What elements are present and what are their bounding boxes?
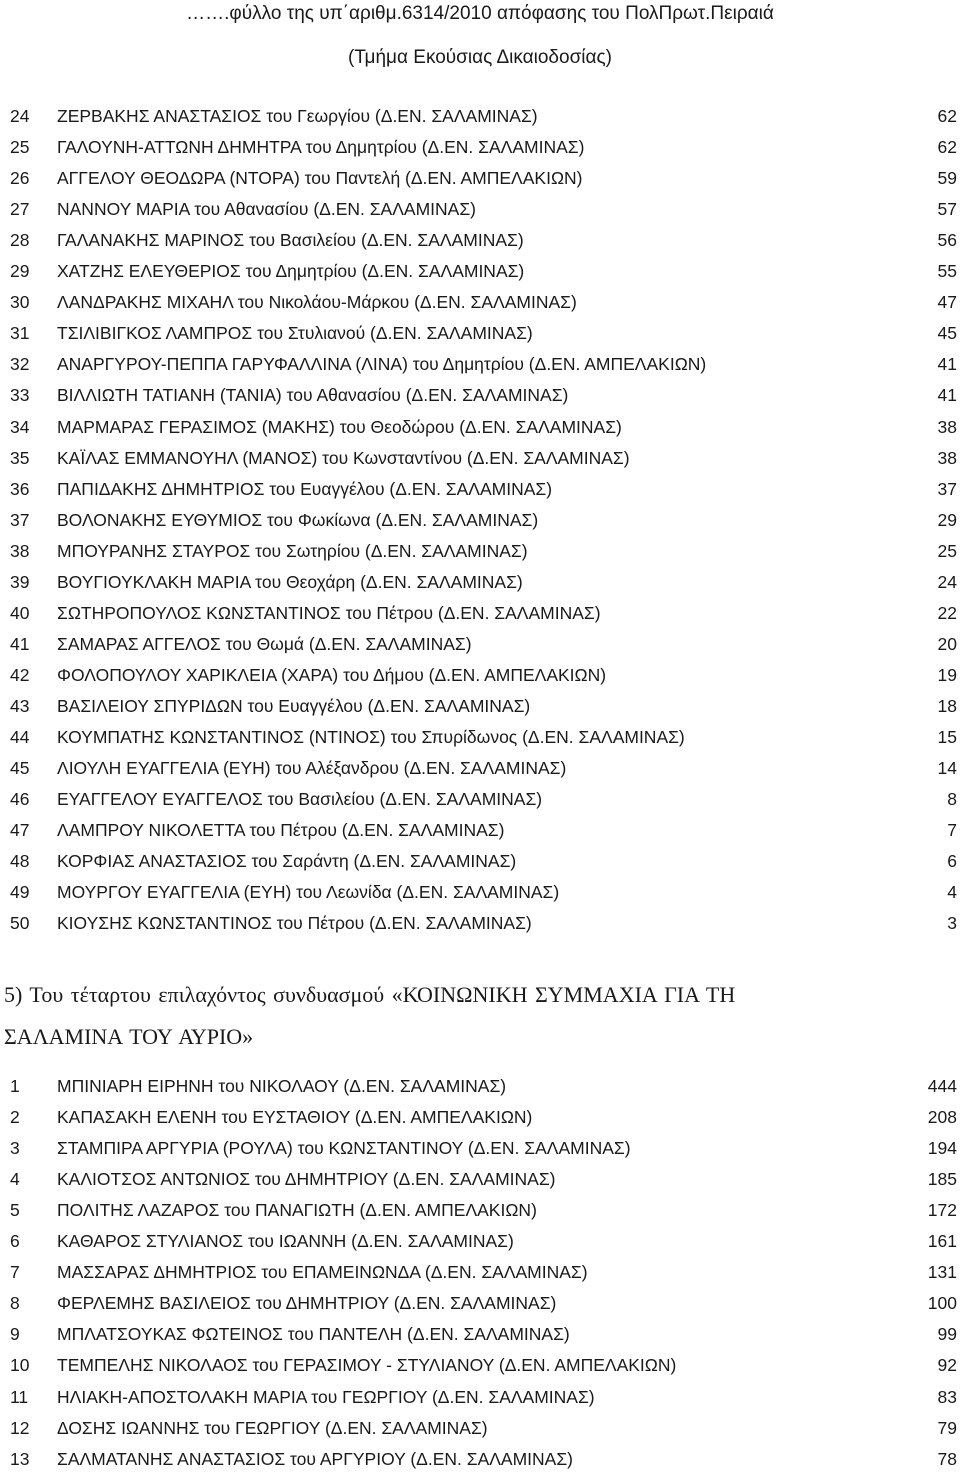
candidate-row xyxy=(0,258,960,284)
candidate-row xyxy=(0,538,960,564)
candidate-row xyxy=(0,569,960,595)
candidate-name: ΠΟΛΙΤΗΣ ΛΑΖΑΡΟΣ του ΠΑΝΑΓΙΩΤΗ (Δ.ΕΝ. ΑΜΠΕΛΑΚΙΩΝ) xyxy=(57,1200,537,1221)
candidate-number: 39 xyxy=(10,571,30,592)
candidate-number: 27 xyxy=(10,199,30,220)
candidate-number: 46 xyxy=(10,789,30,810)
candidate-number: 49 xyxy=(10,882,30,903)
candidate-number: 5 xyxy=(10,1200,20,1221)
candidate-name: ΗΛΙΑΚΗ-ΑΠΟΣΤΟΛΑΚΗ ΜΑΡΙΑ του ΓΕΩΡΓΙΟΥ (Δ.ΕΝ. ΣΑΛΑΜΙΝΑΣ) xyxy=(57,1386,595,1407)
section-title-line1: 5) Του τέταρτου επιλαχόντος συνδυασμού «ΚΟΙΝΩΝΙΚΗ ΣΥΜΜΑΧΙΑ ΓΙΑ ΤΗ xyxy=(4,982,736,1007)
candidate-name: ΛΙΟΥΛΗ ΕΥΑΓΓΕΛΙΑ (ΕΥΗ) του Αλέξανδρου (Δ.ΕΝ. ΣΑΛΑΜΙΝΑΣ) xyxy=(57,758,567,779)
candidate-row xyxy=(0,289,960,315)
candidate-row xyxy=(0,165,960,191)
candidate-row xyxy=(0,382,960,408)
candidate-number: 43 xyxy=(10,695,30,716)
candidate-votes: 19 xyxy=(937,664,957,685)
candidate-votes: 99 xyxy=(937,1324,957,1345)
candidate-number: 24 xyxy=(10,106,30,126)
candidate-row xyxy=(0,320,960,346)
candidate-row xyxy=(0,134,960,160)
candidate-row xyxy=(0,103,960,129)
candidate-row xyxy=(0,693,960,719)
candidate-number: 50 xyxy=(10,913,30,934)
candidate-name: ΝΑΝΝΟΥ ΜΑΡΙΑ του Αθανασίου (Δ.ΕΝ. ΣΑΛΑΜΙΝΑΣ) xyxy=(57,199,476,220)
candidate-number: 37 xyxy=(10,509,30,530)
candidate-row xyxy=(0,600,960,626)
candidate-number: 29 xyxy=(10,261,30,282)
candidate-votes: 92 xyxy=(937,1355,957,1376)
candidate-votes: 15 xyxy=(937,727,957,747)
candidate-number: 1 xyxy=(10,1076,20,1096)
candidate-votes: 62 xyxy=(937,106,957,126)
candidate-votes: 45 xyxy=(937,323,957,344)
candidate-votes: 18 xyxy=(937,695,957,716)
candidate-votes: 131 xyxy=(927,1262,957,1283)
candidate-votes: 79 xyxy=(937,1417,957,1438)
candidate-number: 44 xyxy=(10,727,30,747)
candidate-name: ΕΥΑΓΓΕΛΟΥ ΕΥΑΓΓΕΛΟΣ του Βασιλείου (Δ.ΕΝ. ΣΑΛΑΜΙΝΑΣ) xyxy=(57,789,543,810)
candidate-votes: 14 xyxy=(937,758,957,779)
candidate-name: ΣΤΑΜΠΙΡΑ ΑΡΓΥΡΙΑ (ΡΟΥΛΑ) του ΚΩΝΣΤΑΝΤΙΝΟΥ (Δ.ΕΝ. ΣΑΛΑΜΙΝΑΣ) xyxy=(57,1138,631,1159)
candidate-votes: 22 xyxy=(937,602,957,623)
candidate-number: 41 xyxy=(10,633,30,654)
candidate-name: ΦΕΡΛΕΜΗΣ ΒΑΣΙΛΕΙΟΣ του ΔΗΜΗΤΡΙΟΥ (Δ.ΕΝ. ΣΑΛΑΜΙΝΑΣ) xyxy=(57,1293,557,1314)
candidate-number: 47 xyxy=(10,820,30,841)
candidate-number: 35 xyxy=(10,447,30,468)
candidate-name: ΚΑΠΑΣΑΚΗ ΕΛΕΝΗ του ΕΥΣΤΑΘΙΟΥ (Δ.ΕΝ. ΑΜΠΕΛΑΚΙΩΝ) xyxy=(57,1107,533,1128)
candidate-name: ΚΟΥΜΠΑΤΗΣ ΚΩΝΣΤΑΝΤΙΝΟΣ (ΝΤΙΝΟΣ) του Σπυρίδωνος (Δ.ΕΝ. ΣΑΛΑΜΙΝΑΣ) xyxy=(57,727,685,747)
candidate-name: ΣΑΛΜΑΤΑΝΗΣ ΑΝΑΣΤΑΣΙΟΣ του ΑΡΓΥΡΙΟΥ (Δ.ΕΝ. ΣΑΛΑΜΙΝΑΣ) xyxy=(57,1448,574,1469)
candidate-name: ΑΓΓΕΛΟΥ ΘΕΟΔΩΡΑ (ΝΤΟΡΑ) του Παντελή (Δ.ΕΝ. ΑΜΠΕΛΑΚΙΩΝ) xyxy=(57,168,583,189)
candidate-name: ΚΑΪΛΑΣ ΕΜΜΑΝΟΥΗΛ (ΜΑΝΟΣ) του Κωνσταντίνου (Δ.ΕΝ. ΣΑΛΑΜΙΝΑΣ) xyxy=(57,447,630,468)
candidate-number: 13 xyxy=(10,1448,30,1469)
candidate-votes: 208 xyxy=(927,1107,957,1128)
candidate-votes: 37 xyxy=(937,478,957,499)
candidate-votes: 59 xyxy=(937,168,957,189)
candidate-number: 36 xyxy=(10,478,30,499)
candidate-number: 2 xyxy=(10,1107,20,1128)
candidate-name: ΧΑΤΖΗΣ ΕΛΕΥΘΕΡΙΟΣ του Δημητρίου (Δ.ΕΝ. ΣΑΛΑΜΙΝΑΣ) xyxy=(57,261,525,282)
candidate-name: ΖΕΡΒΑΚΗΣ ΑΝΑΣΤΑΣΙΟΣ του Γεωργίου (Δ.ΕΝ. ΣΑΛΑΜΙΝΑΣ) xyxy=(57,106,538,126)
candidate-name: ΒΑΣΙΛΕΙΟΥ ΣΠΥΡΙΔΩΝ του Ευαγγέλου (Δ.ΕΝ. ΣΑΛΑΜΙΝΑΣ) xyxy=(57,695,531,716)
candidate-name: ΚΑΛΙΟΤΣΟΣ ΑΝΤΩΝΙΟΣ του ΔΗΜΗΤΡΙΟΥ (Δ.ΕΝ. ΣΑΛΑΜΙΝΑΣ) xyxy=(57,1169,556,1190)
candidate-row xyxy=(0,662,960,688)
candidate-number: 33 xyxy=(10,385,30,406)
candidate-votes: 55 xyxy=(937,261,957,282)
candidate-row xyxy=(0,879,960,905)
candidate-row xyxy=(0,445,960,471)
candidate-name: ΠΑΠΙΔΑΚΗΣ ΔΗΜΗΤΡΙΟΣ του Ευαγγέλου (Δ.ΕΝ. ΣΑΛΑΜΙΝΑΣ) xyxy=(57,478,553,499)
candidate-name: ΑΝΑΡΓΥΡΟΥ-ΠΕΠΠΑ ΓΑΡΥΦΑΛΛΙΝΑ (ΛΙΝΑ) του Δημητρίου (Δ.ΕΝ. ΑΜΠΕΛΑΚΙΩΝ) xyxy=(57,354,707,375)
candidate-row xyxy=(0,1135,960,1161)
candidate-votes: 25 xyxy=(937,540,957,561)
candidate-row xyxy=(0,1290,960,1316)
candidate-votes: 78 xyxy=(937,1448,957,1469)
candidate-votes: 172 xyxy=(927,1200,957,1221)
candidate-name: ΜΟΥΡΓΟΥ ΕΥΑΓΓΕΛΙΑ (ΕΥΗ) του Λεωνίδα (Δ.ΕΝ. ΣΑΛΑΜΙΝΑΣ) xyxy=(57,882,560,903)
candidate-name: ΚΑΘΑΡΟΣ ΣΤΥΛΙΑΝΟΣ του ΙΩΑΝΝΗ (Δ.ΕΝ. ΣΑΛΑΜΙΝΑΣ) xyxy=(57,1231,514,1252)
candidate-number: 11 xyxy=(10,1386,29,1407)
candidate-votes: 24 xyxy=(937,571,957,592)
candidate-row xyxy=(0,1104,960,1130)
candidate-votes: 3 xyxy=(947,913,957,934)
candidate-row xyxy=(0,817,960,843)
candidate-votes: 194 xyxy=(927,1138,957,1159)
candidate-number: 32 xyxy=(10,354,30,375)
candidate-row xyxy=(0,196,960,222)
candidate-name: ΒΟΛΟΝΑΚΗΣ ΕΥΘΥΜΙΟΣ του Φωκίωνα (Δ.ΕΝ. ΣΑΛΑΜΙΝΑΣ) xyxy=(57,509,539,530)
candidate-name: ΓΑΛΟΥΝΗ-ΑΤΤΩΝΗ ΔΗΜΗΤΡΑ του Δημητρίου (Δ.ΕΝ. ΣΑΛΑΜΙΝΑΣ) xyxy=(57,137,585,158)
candidate-name: ΔΟΣΗΣ ΙΩΑΝΝΗΣ του ΓΕΩΡΓΙΟΥ (Δ.ΕΝ. ΣΑΛΑΜΙΝΑΣ) xyxy=(57,1417,488,1438)
candidate-row xyxy=(0,910,960,936)
candidate-number: 10 xyxy=(10,1355,30,1376)
candidate-name: ΒΟΥΓΙΟΥΚΛΑΚΗ ΜΑΡΙΑ του Θεοχάρη (Δ.ΕΝ. ΣΑΛΑΜΙΝΑΣ) xyxy=(57,571,523,592)
section-title-line2: ΣΑΛΑΜΙΝΑ ΤΟΥ ΑΥΡΙΟ» xyxy=(4,1024,254,1049)
candidate-votes: 41 xyxy=(937,385,957,406)
candidate-number: 3 xyxy=(10,1138,20,1159)
candidate-votes: 83 xyxy=(937,1386,957,1407)
candidate-row xyxy=(0,1352,960,1378)
candidate-votes: 4 xyxy=(947,882,957,903)
candidate-row xyxy=(0,414,960,440)
candidate-votes: 47 xyxy=(937,292,957,313)
candidate-number: 45 xyxy=(10,758,30,779)
candidate-votes: 62 xyxy=(937,137,957,158)
candidate-row xyxy=(0,1321,960,1347)
candidate-name: ΤΕΜΠΕΛΗΣ ΝΙΚΟΛΑΟΣ του ΓΕΡΑΣΙΜΟΥ - ΣΤΥΛΙΑΝΟΥ (Δ.ΕΝ. ΑΜΠΕΛΑΚΙΩΝ) xyxy=(57,1355,677,1376)
candidate-row xyxy=(0,1197,960,1223)
candidate-name: ΒΙΛΛΙΩΤΗ ΤΑΤΙΑΝΗ (ΤΑΝΙΑ) του Αθανασίου (Δ.ΕΝ. ΣΑΛΑΜΙΝΑΣ) xyxy=(57,385,569,406)
candidate-number: 7 xyxy=(10,1262,20,1283)
candidate-row xyxy=(0,1415,960,1441)
candidate-row xyxy=(0,1384,960,1410)
candidate-number: 9 xyxy=(10,1324,20,1345)
candidate-name: ΚΟΡΦΙΑΣ ΑΝΑΣΤΑΣΙΟΣ του Σαράντη (Δ.ΕΝ. ΣΑΛΑΜΙΝΑΣ) xyxy=(57,851,517,872)
candidate-row xyxy=(0,227,960,253)
candidate-row xyxy=(0,786,960,812)
candidate-name: ΚΙΟΥΣΗΣ ΚΩΝΣΤΑΝΤΙΝΟΣ του Πέτρου (Δ.ΕΝ. ΣΑΛΑΜΙΝΑΣ) xyxy=(57,913,532,934)
candidate-row xyxy=(0,724,960,750)
candidate-row xyxy=(0,476,960,502)
candidate-row xyxy=(0,351,960,377)
candidate-number: 30 xyxy=(10,292,30,313)
candidate-name: ΣΑΜΑΡΑΣ ΑΓΓΕΛΟΣ του Θωμά (Δ.ΕΝ. ΣΑΛΑΜΙΝΑΣ) xyxy=(57,633,472,654)
document-subheader: (Τμήμα Εκούσιας Δικαιοδοσίας) xyxy=(348,47,612,68)
candidate-name: ΜΑΡΜΑΡΑΣ ΓΕΡΑΣΙΜΟΣ (ΜΑΚΗΣ) του Θεοδώρου (Δ.ΕΝ. ΣΑΛΑΜΙΝΑΣ) xyxy=(57,416,622,437)
candidate-votes: 444 xyxy=(927,1076,957,1096)
candidate-number: 34 xyxy=(10,416,30,437)
candidate-votes: 7 xyxy=(947,820,957,841)
candidate-votes: 100 xyxy=(927,1293,957,1314)
candidate-name: ΦΟΛΟΠΟΥΛΟΥ ΧΑΡΙΚΛΕΙΑ (ΧΑΡΑ) του Δήμου (Δ.ΕΝ. ΑΜΠΕΛΑΚΙΩΝ) xyxy=(57,664,607,685)
candidate-number: 38 xyxy=(10,540,30,561)
candidate-votes: 20 xyxy=(937,633,957,654)
candidate-votes: 56 xyxy=(937,230,957,251)
candidate-votes: 41 xyxy=(937,354,957,375)
candidate-votes: 185 xyxy=(927,1169,957,1190)
candidate-votes: 57 xyxy=(937,199,957,220)
candidate-name: ΣΩΤΗΡΟΠΟΥΛΟΣ ΚΩΝΣΤΑΝΤΙΝΟΣ του Πέτρου (Δ.ΕΝ. ΣΑΛΑΜΙΝΑΣ) xyxy=(57,602,601,623)
candidate-number: 25 xyxy=(10,137,30,158)
candidate-name: ΜΠΛΑΤΣΟΥΚΑΣ ΦΩΤΕΙΝΟΣ του ΠΑΝΤΕΛΗ (Δ.ΕΝ. ΣΑΛΑΜΙΝΑΣ) xyxy=(57,1324,570,1345)
candidate-number: 12 xyxy=(10,1417,30,1438)
candidate-number: 28 xyxy=(10,230,30,251)
candidate-votes: 38 xyxy=(937,447,957,468)
candidate-number: 4 xyxy=(10,1169,20,1190)
candidate-row xyxy=(0,1259,960,1285)
candidate-row xyxy=(0,848,960,874)
candidate-number: 40 xyxy=(10,602,30,623)
candidate-name: ΛΑΜΠΡΟΥ ΝΙΚΟΛΕΤΤΑ του Πέτρου (Δ.ΕΝ. ΣΑΛΑΜΙΝΑΣ) xyxy=(57,820,505,841)
candidate-number: 31 xyxy=(10,323,30,344)
candidate-name: ΜΠΙΝΙΑΡΗ ΕΙΡΗΝΗ του ΝΙΚΟΛΑΟΥ (Δ.ΕΝ. ΣΑΛΑΜΙΝΑΣ) xyxy=(57,1076,507,1096)
document-header-line: …….φύλλο της υπ΄αριθμ.6314/2010 απόφασης του ΠολΠρωτ.Πειραιά xyxy=(186,3,774,24)
candidate-name: ΜΑΣΣΑΡΑΣ ΔΗΜΗΤΡΙΟΣ του ΕΠΑΜΕΙΝΩΝΔΑ (Δ.ΕΝ. ΣΑΛΑΜΙΝΑΣ) xyxy=(57,1262,588,1283)
candidate-number: 42 xyxy=(10,664,30,685)
candidate-row xyxy=(0,507,960,533)
candidate-votes: 38 xyxy=(937,416,957,437)
candidate-row xyxy=(0,755,960,781)
candidate-row xyxy=(0,1228,960,1254)
candidate-votes: 8 xyxy=(947,789,957,810)
candidate-number: 8 xyxy=(10,1293,20,1314)
candidate-number: 48 xyxy=(10,851,30,872)
candidate-votes: 6 xyxy=(947,851,957,872)
candidate-row xyxy=(0,1166,960,1192)
candidate-number: 26 xyxy=(10,168,30,189)
candidate-row xyxy=(0,631,960,657)
candidate-name: ΛΑΝΔΡΑΚΗΣ ΜΙΧΑΗΛ του Νικολάου-Μάρκου (Δ.ΕΝ. ΣΑΛΑΜΙΝΑΣ) xyxy=(57,292,577,313)
candidate-row xyxy=(0,1073,960,1099)
candidate-number: 6 xyxy=(10,1231,20,1252)
candidate-name: ΤΣΙΛΙΒΙΓΚΟΣ ΛΑΜΠΡΟΣ του Στυλιανού (Δ.ΕΝ. ΣΑΛΑΜΙΝΑΣ) xyxy=(57,323,533,344)
candidate-name: ΜΠΟΥΡΑΝΗΣ ΣΤΑΥΡΟΣ του Σωτηρίου (Δ.ΕΝ. ΣΑΛΑΜΙΝΑΣ) xyxy=(57,540,528,561)
candidate-name: ΓΑΛΑΝΑΚΗΣ ΜΑΡΙΝΟΣ του Βασιλείου (Δ.ΕΝ. ΣΑΛΑΜΙΝΑΣ) xyxy=(57,230,524,251)
candidate-votes: 29 xyxy=(937,509,957,530)
candidate-votes: 161 xyxy=(927,1231,957,1252)
